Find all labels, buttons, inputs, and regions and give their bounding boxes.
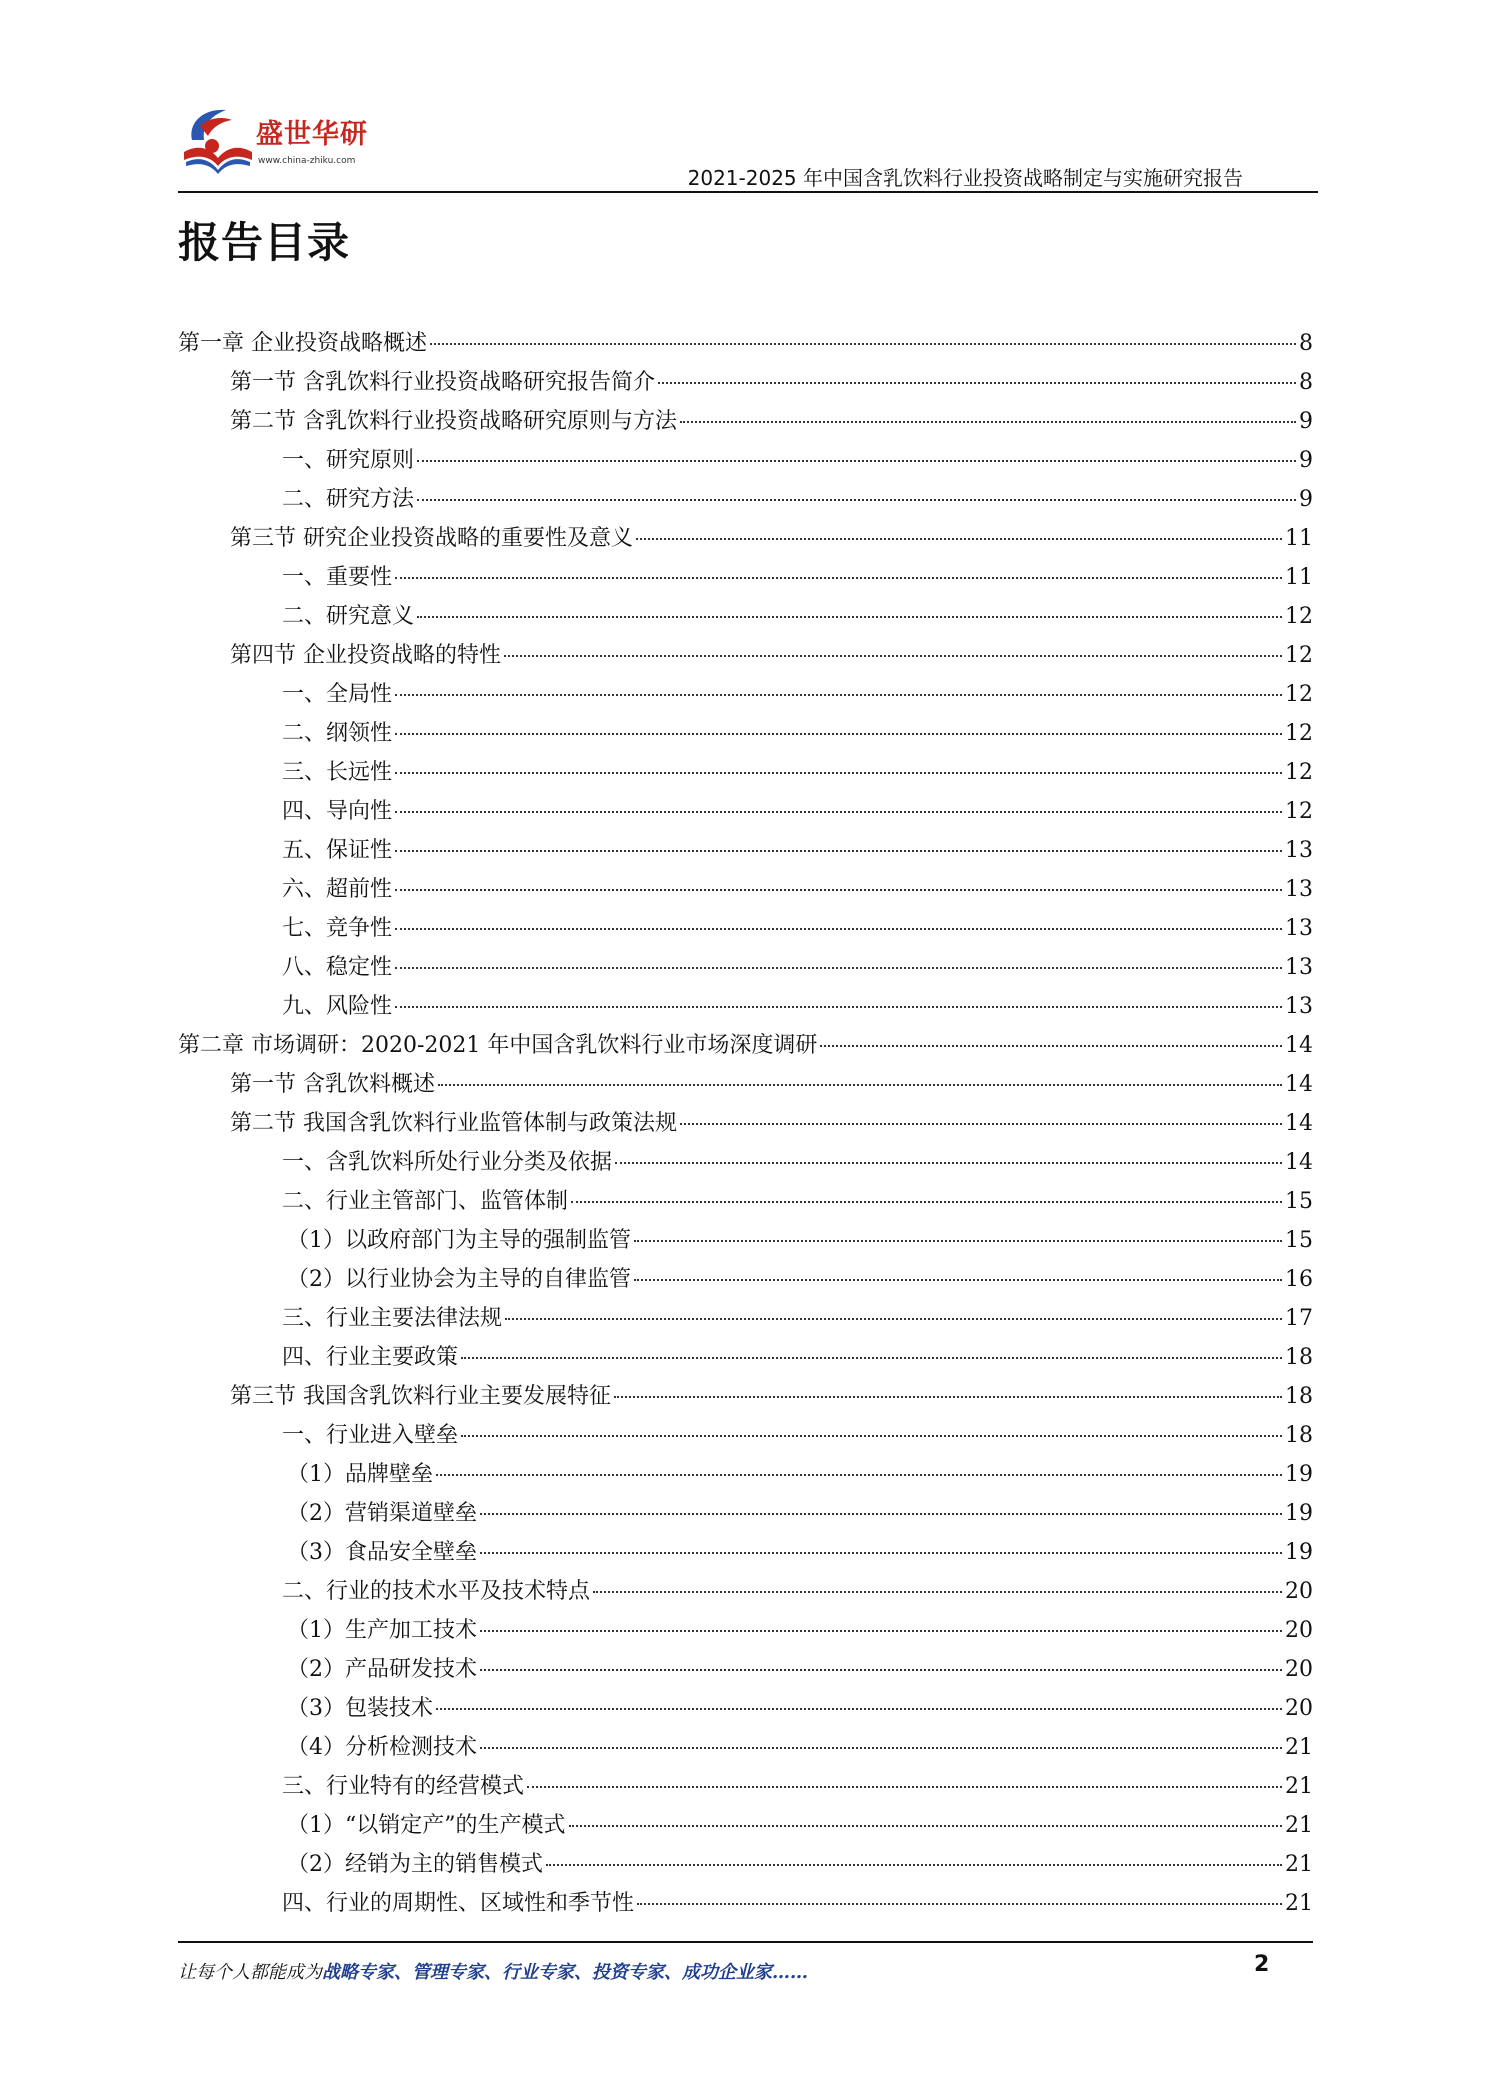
toc-dot-leader	[395, 694, 1282, 696]
page-header	[178, 100, 1318, 196]
toc-entry-page: 11	[1285, 526, 1313, 551]
toc-entry[interactable]	[178, 833, 1313, 872]
toc-entry-title: （3）包装技术	[287, 1696, 433, 1721]
toc-entry-page: 15	[1285, 1189, 1313, 1214]
toc-entry-title: 三、行业主要法律法规	[282, 1306, 503, 1331]
toc-entry[interactable]	[178, 1847, 1313, 1886]
page-number: 2	[1254, 1952, 1270, 1977]
toc-dot-leader	[480, 1747, 1282, 1749]
toc-dot-leader	[417, 616, 1282, 618]
toc-dot-leader	[395, 772, 1282, 774]
toc-entry-page: 13	[1285, 877, 1313, 902]
toc-entry-page: 21	[1285, 1735, 1313, 1760]
toc-entry-title: 四、行业的周期性、区域性和季节性	[282, 1891, 635, 1916]
toc-entry[interactable]	[178, 404, 1313, 443]
toc-entry[interactable]	[178, 1106, 1313, 1145]
toc-entry[interactable]	[178, 950, 1313, 989]
toc-dot-leader	[395, 850, 1282, 852]
toc-entry-title: 第三节 研究企业投资战略的重要性及意义	[230, 526, 633, 551]
toc-entry[interactable]	[178, 872, 1313, 911]
toc-entry[interactable]	[178, 482, 1313, 521]
toc-entry-title: 二、研究意义	[282, 604, 415, 629]
toc-entry-page: 20	[1285, 1579, 1313, 1604]
toc-entry-title: 第一节 含乳饮料概述	[230, 1072, 435, 1097]
toc-dot-leader	[546, 1864, 1282, 1866]
toc-entry-title: 六、超前性	[282, 877, 393, 902]
toc-entry[interactable]	[178, 1613, 1313, 1652]
toc-entry[interactable]	[178, 326, 1313, 365]
toc-entry-title: 九、风险性	[282, 994, 393, 1019]
footer-slogan	[178, 1958, 808, 1984]
toc-entry-title: 七、竞争性	[282, 916, 393, 941]
toc-entry-title: 五、保证性	[282, 838, 393, 863]
toc-entry-title: 四、行业主要政策	[282, 1345, 459, 1370]
toc-dot-leader	[480, 1630, 1282, 1632]
toc-entry-page: 13	[1285, 916, 1313, 941]
toc-dot-leader	[480, 1513, 1282, 1515]
company-logo	[178, 100, 398, 180]
toc-heading: 报告目录	[178, 218, 351, 267]
toc-entry-title: 一、重要性	[282, 565, 393, 590]
toc-entry[interactable]	[178, 1028, 1313, 1067]
toc-entry[interactable]	[178, 1769, 1313, 1808]
toc-entry[interactable]	[178, 1886, 1313, 1925]
toc-entry-page: 12	[1285, 760, 1313, 785]
toc-entry[interactable]	[178, 638, 1313, 677]
toc-entry[interactable]	[178, 599, 1313, 638]
toc-entry-page: 9	[1299, 409, 1313, 434]
footer-slogan-prefix: 让每个人都能成为	[178, 1962, 322, 1983]
toc-entry-page: 12	[1285, 604, 1313, 629]
report-title: 2021-2025 年中国含乳饮料行业投资战略制定与实施研究报告	[687, 166, 1243, 190]
toc-entry-title: （2）产品研发技术	[287, 1657, 477, 1682]
toc-entry-page: 12	[1285, 721, 1313, 746]
toc-entry-page: 20	[1285, 1657, 1313, 1682]
toc-entry-page: 15	[1285, 1228, 1313, 1253]
toc-entry-page: 18	[1285, 1345, 1313, 1370]
toc-entry-title: 八、稳定性	[282, 955, 393, 980]
toc-entry-title: 三、长远性	[282, 760, 393, 785]
toc-dot-leader	[480, 1669, 1282, 1671]
toc-entry[interactable]	[178, 443, 1313, 482]
toc-entry[interactable]	[178, 1067, 1313, 1106]
toc-entry[interactable]	[178, 1457, 1313, 1496]
toc-entry-title: 一、行业进入壁垒	[282, 1423, 459, 1448]
toc-dot-leader	[527, 1786, 1282, 1788]
toc-dot-leader	[395, 889, 1282, 891]
toc-entry[interactable]	[178, 1730, 1313, 1769]
toc-dot-leader	[571, 1201, 1282, 1203]
toc-dot-leader	[417, 460, 1296, 462]
toc-entry[interactable]	[178, 365, 1313, 404]
toc-entry[interactable]	[178, 1535, 1313, 1574]
toc-entry-title: 三、行业特有的经营模式	[282, 1774, 525, 1799]
toc-entry[interactable]	[178, 1808, 1313, 1847]
toc-entry-title: 第二节 我国含乳饮料行业监管体制与政策法规	[230, 1111, 677, 1136]
toc-entry-title: （1）生产加工技术	[287, 1618, 477, 1643]
toc-entry-page: 19	[1285, 1462, 1313, 1487]
toc-entry-page: 21	[1285, 1813, 1313, 1838]
toc-entry[interactable]	[178, 1184, 1313, 1223]
toc-entry-page: 21	[1285, 1891, 1313, 1916]
brand-name: 盛世华研	[256, 119, 368, 150]
toc-entry-title: （1）“以销定产”的生产模式	[287, 1813, 566, 1838]
toc-dot-leader	[634, 1240, 1282, 1242]
toc-entry-title: 第一节 含乳饮料行业投资战略研究报告简介	[230, 370, 655, 395]
toc-entry-title: （1）品牌壁垒	[287, 1462, 433, 1487]
toc-entry-title: 四、导向性	[282, 799, 393, 824]
brand-url[interactable]: www.china-zhiku.com	[258, 156, 356, 166]
toc-entry-page: 12	[1285, 799, 1313, 824]
toc-dot-leader	[438, 1084, 1282, 1086]
table-of-contents	[178, 326, 1313, 1925]
toc-dot-leader	[637, 1903, 1282, 1905]
toc-entry-title: 一、含乳饮料所处行业分类及依据	[282, 1150, 613, 1175]
toc-dot-leader	[395, 577, 1282, 579]
toc-dot-leader	[569, 1825, 1283, 1827]
toc-entry[interactable]	[178, 911, 1313, 950]
toc-dot-leader	[461, 1357, 1282, 1359]
header-divider	[178, 191, 1318, 193]
toc-dot-leader	[680, 421, 1296, 423]
toc-dot-leader	[615, 1162, 1282, 1164]
toc-dot-leader	[395, 967, 1282, 969]
toc-entry[interactable]	[178, 755, 1313, 794]
toc-entry-title: （2）经销为主的销售模式	[287, 1852, 543, 1877]
toc-dot-leader	[504, 655, 1282, 657]
toc-entry[interactable]	[178, 1262, 1313, 1301]
toc-entry[interactable]	[178, 1379, 1313, 1418]
toc-entry[interactable]	[178, 1340, 1313, 1379]
toc-entry-title: 二、纲领性	[282, 721, 393, 746]
toc-dot-leader	[480, 1552, 1282, 1554]
toc-entry-title: 第一章 企业投资战略概述	[178, 331, 427, 356]
toc-entry-page: 14	[1285, 1111, 1313, 1136]
toc-entry-page: 13	[1285, 838, 1313, 863]
toc-entry[interactable]	[178, 560, 1313, 599]
toc-entry[interactable]	[178, 1652, 1313, 1691]
toc-entry-page: 14	[1285, 1033, 1313, 1058]
toc-dot-leader	[593, 1591, 1282, 1593]
toc-dot-leader	[436, 1474, 1282, 1476]
footer-divider	[178, 1941, 1313, 1943]
toc-entry-title: 第二节 含乳饮料行业投资战略研究原则与方法	[230, 409, 677, 434]
toc-entry-title: （4）分析检测技术	[287, 1735, 477, 1760]
toc-dot-leader	[680, 1123, 1282, 1125]
toc-entry[interactable]	[178, 989, 1313, 1028]
toc-entry-title: 二、行业主管部门、监管体制	[282, 1189, 569, 1214]
footer-slogan-highlight: 战略专家、管理专家、行业专家、投资专家、成功企业家……	[322, 1962, 808, 1983]
toc-entry-page: 12	[1285, 682, 1313, 707]
toc-entry[interactable]	[178, 1223, 1313, 1262]
toc-entry[interactable]	[178, 677, 1313, 716]
toc-entry-title: （2）营销渠道壁垒	[287, 1501, 477, 1526]
toc-entry[interactable]	[178, 794, 1313, 833]
toc-entry-title: 一、全局性	[282, 682, 393, 707]
toc-dot-leader	[614, 1396, 1282, 1398]
toc-entry-page: 8	[1299, 370, 1313, 395]
toc-dot-leader	[820, 1045, 1282, 1047]
toc-dot-leader	[395, 811, 1282, 813]
toc-entry[interactable]	[178, 1496, 1313, 1535]
toc-entry[interactable]	[178, 1145, 1313, 1184]
toc-dot-leader	[430, 343, 1296, 345]
toc-dot-leader	[395, 1006, 1282, 1008]
toc-entry-page: 13	[1285, 994, 1313, 1019]
toc-entry-page: 11	[1285, 565, 1313, 590]
toc-entry-title: 第四节 企业投资战略的特性	[230, 643, 501, 668]
toc-entry[interactable]	[178, 1301, 1313, 1340]
toc-entry-page: 9	[1299, 487, 1313, 512]
toc-entry-page: 21	[1285, 1774, 1313, 1799]
toc-dot-leader	[658, 382, 1296, 384]
toc-entry-page: 21	[1285, 1852, 1313, 1877]
toc-dot-leader	[634, 1279, 1282, 1281]
toc-entry-title: 第三节 我国含乳饮料行业主要发展特征	[230, 1384, 611, 1409]
toc-entry[interactable]	[178, 521, 1313, 560]
toc-entry-title: 一、研究原则	[282, 448, 415, 473]
toc-entry-title: 二、行业的技术水平及技术特点	[282, 1579, 591, 1604]
toc-dot-leader	[417, 499, 1296, 501]
toc-entry-page: 14	[1285, 1072, 1313, 1097]
toc-entry-page: 19	[1285, 1501, 1313, 1526]
toc-entry-page: 16	[1285, 1267, 1313, 1292]
toc-entry-page: 20	[1285, 1618, 1313, 1643]
toc-entry[interactable]	[178, 1691, 1313, 1730]
toc-entry-page: 8	[1299, 331, 1313, 356]
toc-entry-title: 第二章 市场调研：2020-2021 年中国含乳饮料行业市场深度调研	[178, 1033, 818, 1058]
toc-dot-leader	[636, 538, 1282, 540]
toc-entry-page: 18	[1285, 1384, 1313, 1409]
toc-entry-page: 18	[1285, 1423, 1313, 1448]
toc-dot-leader	[436, 1708, 1282, 1710]
toc-dot-leader	[505, 1318, 1282, 1320]
toc-dot-leader	[461, 1435, 1282, 1437]
toc-dot-leader	[395, 733, 1282, 735]
toc-entry[interactable]	[178, 716, 1313, 755]
book-logo-icon	[178, 100, 258, 180]
toc-entry-page: 13	[1285, 955, 1313, 980]
toc-entry-page: 9	[1299, 448, 1313, 473]
toc-entry[interactable]	[178, 1574, 1313, 1613]
toc-entry-title: （2）以行业协会为主导的自律监管	[287, 1267, 631, 1292]
toc-entry[interactable]	[178, 1418, 1313, 1457]
toc-entry-title: （3）食品安全壁垒	[287, 1540, 477, 1565]
toc-entry-page: 14	[1285, 1150, 1313, 1175]
toc-entry-page: 19	[1285, 1540, 1313, 1565]
toc-entry-title: （1）以政府部门为主导的强制监管	[287, 1228, 631, 1253]
toc-dot-leader	[395, 928, 1282, 930]
toc-entry-page: 12	[1285, 643, 1313, 668]
toc-entry-title: 二、研究方法	[282, 487, 415, 512]
toc-entry-page: 17	[1285, 1306, 1313, 1331]
toc-entry-page: 20	[1285, 1696, 1313, 1721]
